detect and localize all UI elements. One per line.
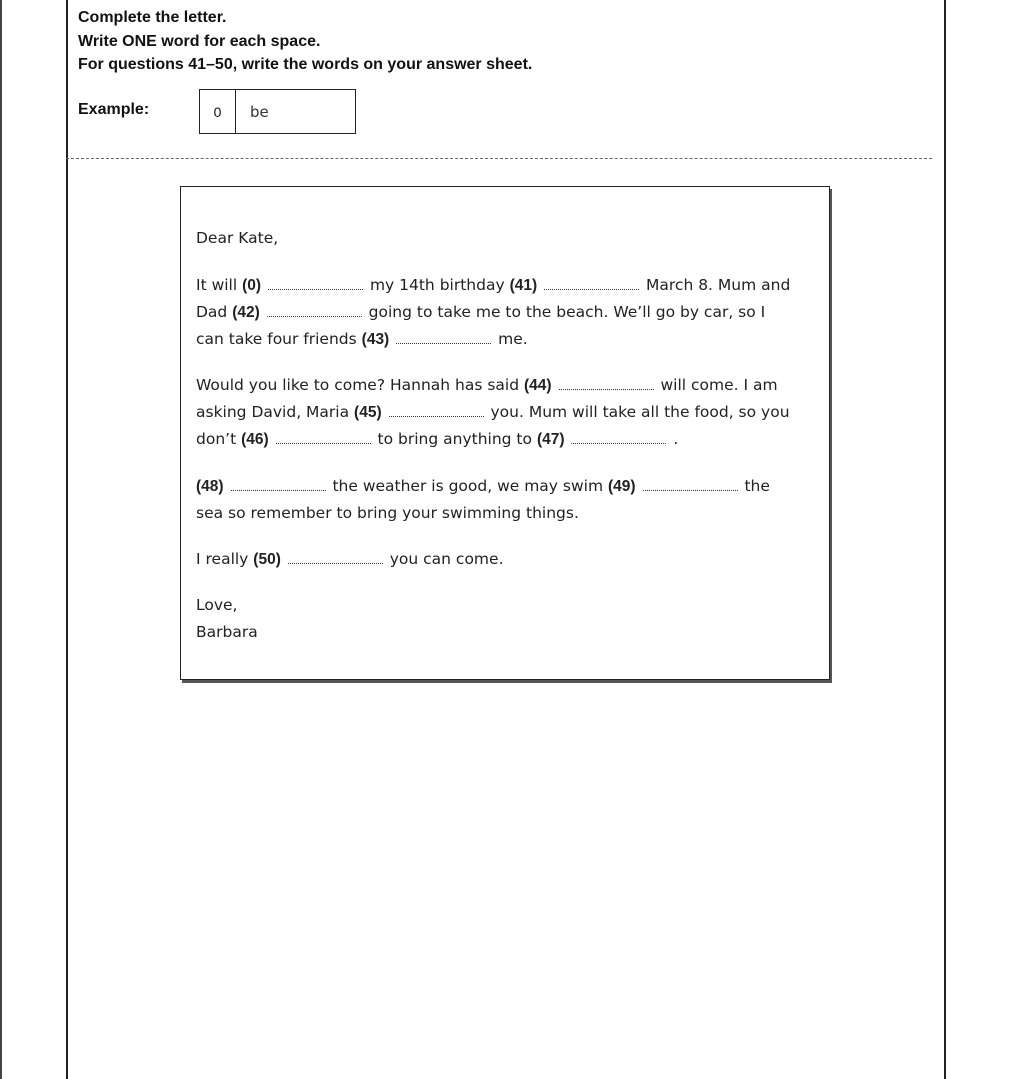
answer-gap[interactable] <box>268 286 363 290</box>
answer-gap[interactable] <box>571 440 666 444</box>
question-number: (0) <box>242 277 262 294</box>
answer-gap[interactable] <box>559 386 654 390</box>
question-number: (44) <box>524 377 552 394</box>
text: asking David, Maria <box>196 403 350 421</box>
letter-line <box>196 430 678 449</box>
letter-signature: Barbara <box>196 623 258 641</box>
question-number: (43) <box>361 331 390 348</box>
answer-gap[interactable] <box>389 413 484 417</box>
answer-gap[interactable] <box>276 440 371 444</box>
text: going to take me to the beach. We’ll go by car, so I <box>368 303 766 321</box>
text: . <box>673 430 679 448</box>
question-number: (49) <box>608 478 636 495</box>
letter-line: sea so remember to bring your swimming things. <box>196 504 579 522</box>
answer-gap[interactable] <box>643 487 738 491</box>
instruction-line-1: Complete the letter. <box>78 9 227 26</box>
letter-greeting: Dear Kate, <box>196 229 279 247</box>
text: you can come. <box>389 550 504 568</box>
question-number: (47) <box>536 431 565 448</box>
letter-box <box>180 186 830 680</box>
instruction-line-2: Write ONE word for each space. <box>78 32 321 50</box>
text: the <box>744 477 770 495</box>
instructions <box>78 6 532 77</box>
text: the weather is good, we may swim <box>332 477 604 495</box>
answer-gap[interactable] <box>288 560 383 564</box>
question-number: (42) <box>232 304 260 321</box>
question-number: (50) <box>253 551 281 568</box>
text: to bring anything to <box>377 430 532 448</box>
text: Dad <box>196 303 228 321</box>
question-number: (46) <box>241 431 269 448</box>
letter-closing: Love, <box>196 596 238 614</box>
letter-line <box>196 330 528 349</box>
text: I really <box>196 550 249 568</box>
text: you. Mum will take all the food, so you <box>490 403 790 421</box>
answer-gap[interactable] <box>396 340 491 344</box>
text: March 8. Mum and <box>646 276 791 294</box>
letter-line <box>196 276 790 295</box>
letter-line <box>196 376 778 395</box>
question-number: (45) <box>354 404 382 421</box>
text: Would you like to come? Hannah has said <box>196 376 520 394</box>
example-answer: be <box>250 102 269 121</box>
example-number: 0 <box>200 90 236 133</box>
answer-gap[interactable] <box>267 313 362 317</box>
letter-line <box>196 403 790 422</box>
question-number: (48) <box>196 478 224 495</box>
text: don’t <box>196 430 237 448</box>
page-edge-left <box>0 0 2 1079</box>
answer-gap[interactable] <box>544 286 639 290</box>
letter-line <box>196 550 504 569</box>
text: It will <box>196 276 238 294</box>
example-box <box>199 89 356 134</box>
text: can take four friends <box>196 330 357 348</box>
instruction-line-3: For questions 41–50, write the words on your answer sheet. <box>78 56 533 73</box>
letter-line <box>196 303 765 322</box>
text: me. <box>498 330 528 348</box>
text: my 14th birthday <box>369 276 505 294</box>
dashed-divider <box>66 158 932 159</box>
question-number: (41) <box>509 277 538 294</box>
example-label: Example: <box>78 101 150 118</box>
answer-gap[interactable] <box>231 487 326 491</box>
letter-line <box>196 477 770 496</box>
text: will come. I am <box>660 376 778 394</box>
